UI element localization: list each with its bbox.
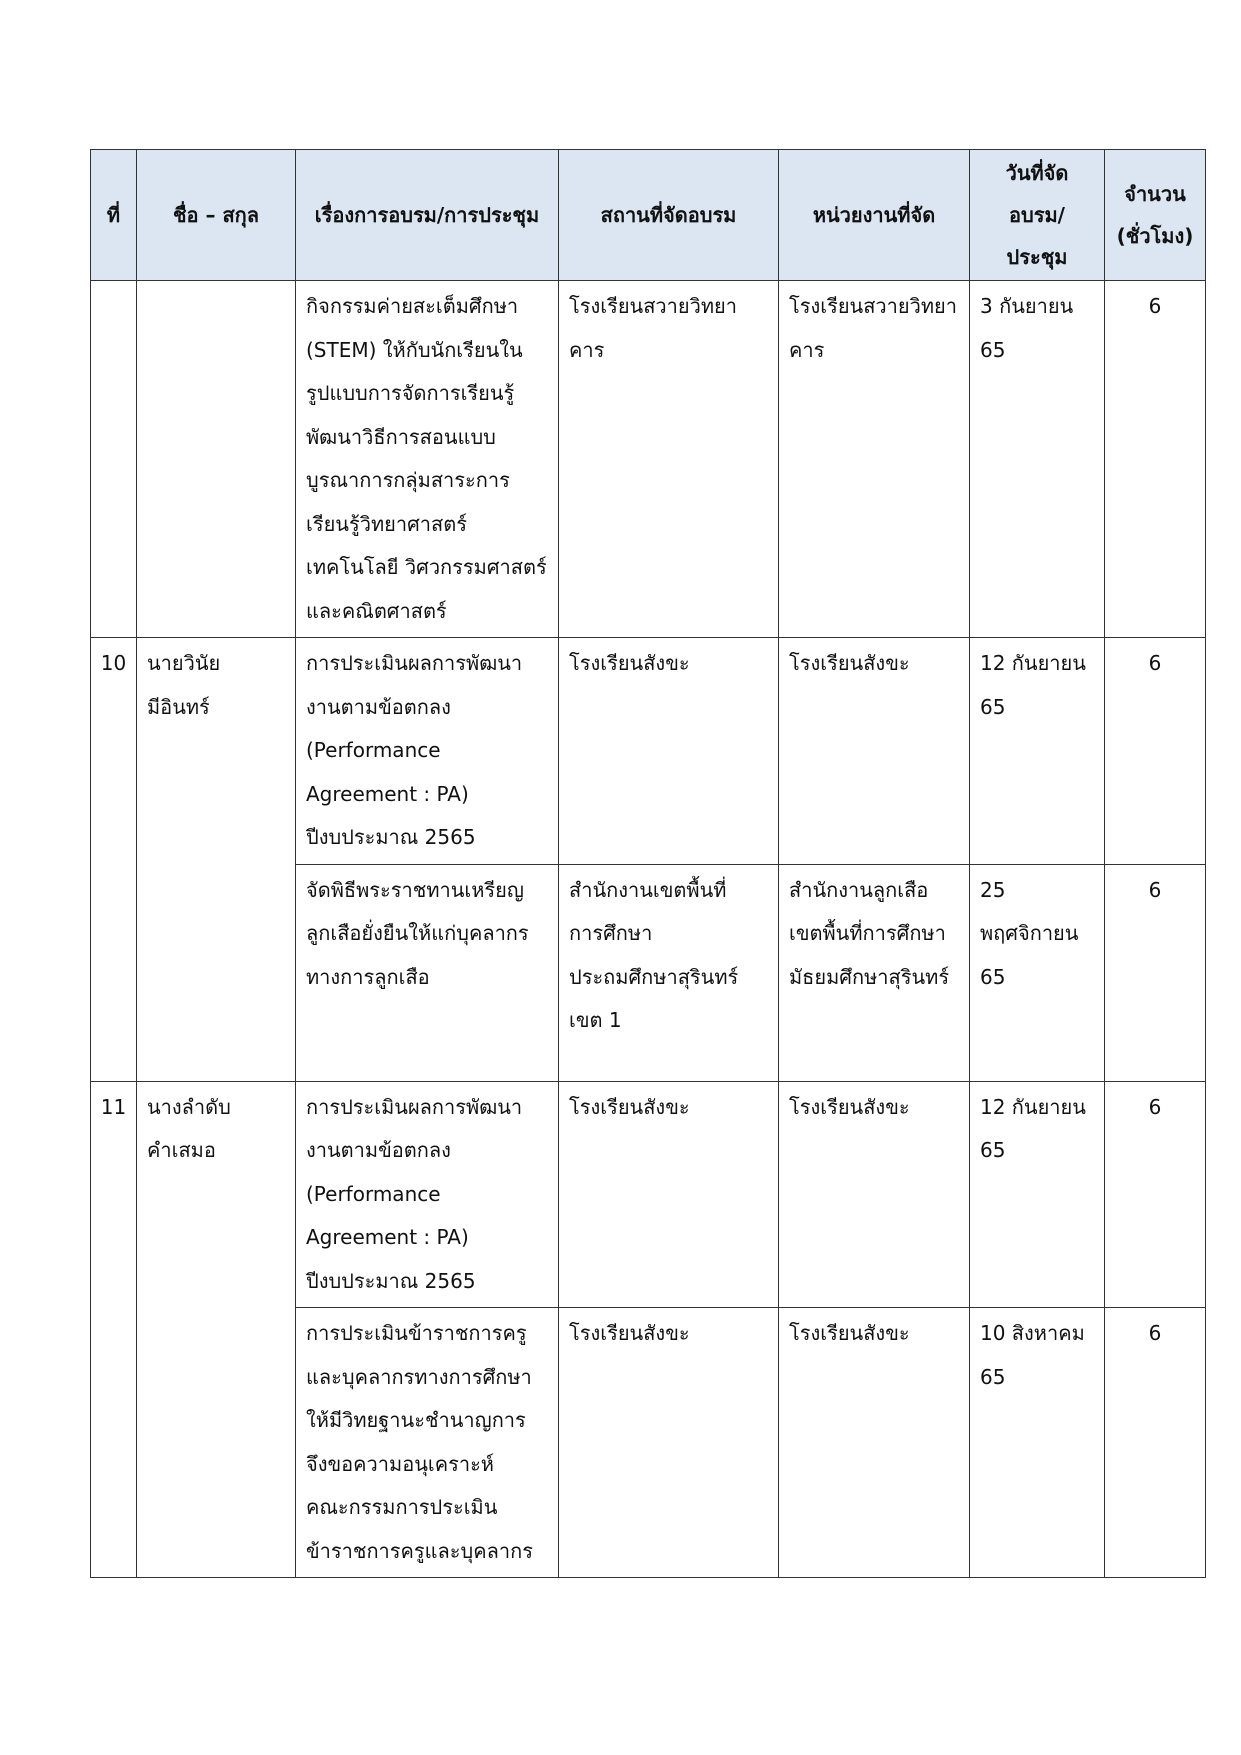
header-row (91, 150, 1206, 281)
row-date-cell: 25 พฤศจิกายน 65 (970, 864, 1105, 1081)
row-hours-cell: 6 (1105, 1081, 1206, 1308)
row-date-cell: 12 กันยายน 65 (970, 1081, 1105, 1308)
row-organizer-cell: โรงเรียนสังขะ (779, 638, 970, 865)
row-no-cell: 11 (91, 1081, 137, 1578)
row-hours-cell: 6 (1105, 281, 1206, 638)
row-venue-cell: โรงเรียนสังขะ (559, 638, 779, 865)
row-topic-cell: การประเมินผลการพัฒนา งานตามข้อตกลง (Performance Agreement : PA) ปีงบประมาณ 2565 (296, 638, 559, 865)
row-date-cell: 3 กันยายน 65 (970, 281, 1105, 638)
header-no: ที่ (91, 150, 137, 281)
header-venue: สถานที่จัดอบรม (559, 150, 779, 281)
row-organizer-cell: โรงเรียนสังขะ (779, 1081, 970, 1308)
row-venue-cell: โรงเรียนสังขะ (559, 1308, 779, 1578)
header-topic: เรื่องการอบรม/การประชุม (296, 150, 559, 281)
row-organizer-cell: สำนักงานลูกเสือ เขตพื้นที่การศึกษา มัธยมศึกษาสุรินทร์ (779, 864, 970, 1081)
row-topic-cell: การประเมินข้าราชการครู และบุคลากรทางการศึกษา ให้มีวิทยฐานะชำนาญการ จึงขอความอนุเคราะห์ คณะกรรมการประเมิน ข้าราชการครูและบุคลากร (296, 1308, 559, 1578)
header-name: ชื่อ – สกุล (137, 150, 296, 281)
row-venue-cell: โรงเรียนสังขะ (559, 1081, 779, 1308)
row-name-cell: นางลำดับ คำเสมอ (137, 1081, 296, 1578)
row-topic-cell: กิจกรรมค่ายสะเต็มศึกษา (STEM) ให้กับนักเรียนใน รูปแบบการจัดการเรียนรู้ พัฒนาวิธีการสอนแบบ บูรณาการกลุ่มสาระการ เรียนรู้วิทยาศาสตร์ เทคโนโลยี วิศวกรรมศาสตร์ และคณิตศาสตร์ (296, 281, 559, 638)
table-row (91, 1081, 1206, 1308)
row-name-cell: นายวินัย มีอินทร์ (137, 638, 296, 1082)
row-no-cell (91, 281, 137, 638)
training-record-table (90, 149, 1206, 1578)
header-date: วันที่จัด อบรม/ ประชุม (970, 150, 1105, 281)
table-row (91, 281, 1206, 638)
row-topic-cell: การประเมินผลการพัฒนา งานตามข้อตกลง (Performance Agreement : PA) ปีงบประมาณ 2565 (296, 1081, 559, 1308)
table-row (91, 638, 1206, 865)
row-name-cell (137, 281, 296, 638)
row-no-cell: 10 (91, 638, 137, 1082)
row-hours-cell: 6 (1105, 864, 1206, 1081)
row-hours-cell: 6 (1105, 1308, 1206, 1578)
row-hours-cell: 6 (1105, 638, 1206, 865)
row-organizer-cell: โรงเรียนสังขะ (779, 1308, 970, 1578)
row-date-cell: 10 สิงหาคม 65 (970, 1308, 1105, 1578)
header-organizer: หน่วยงานที่จัด (779, 150, 970, 281)
header-hours: จำนวน (ชั่วโมง) (1105, 150, 1206, 281)
row-organizer-cell: โรงเรียนสวายวิทยา คาร (779, 281, 970, 638)
row-topic-cell: จัดพิธีพระราชทานเหรียญ ลูกเสือยั่งยืนให้แก่บุคลากร ทางการลูกเสือ (296, 864, 559, 1081)
row-date-cell: 12 กันยายน 65 (970, 638, 1105, 865)
row-venue-cell: โรงเรียนสวายวิทยา คาร (559, 281, 779, 638)
row-venue-cell: สำนักงานเขตพื้นที่ การศึกษา ประถมศึกษาสุรินทร์ เขต 1 (559, 864, 779, 1081)
